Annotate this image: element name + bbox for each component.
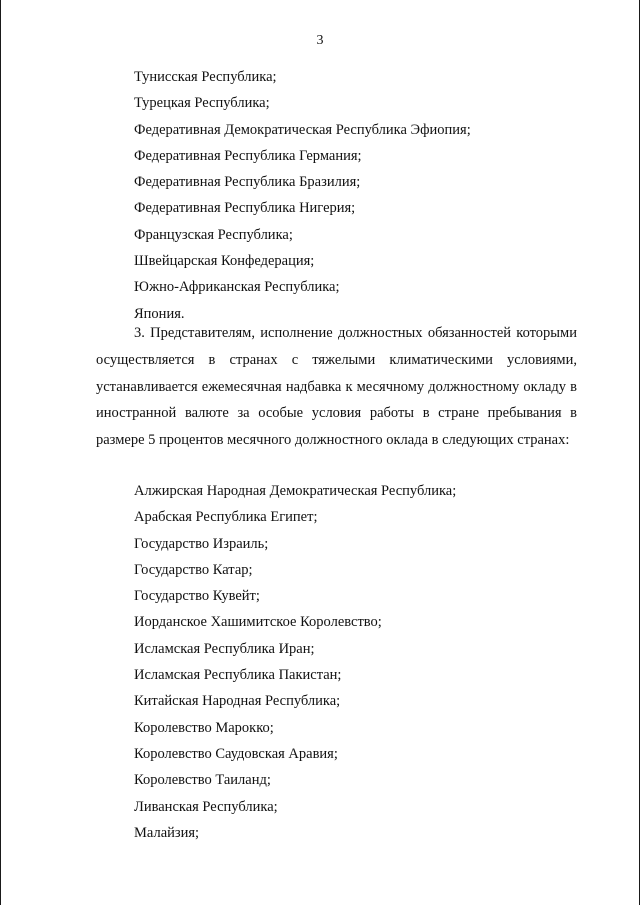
list-item: Федеративная Демократическая Республика Эфиопия; [134,121,471,138]
list-item: Государство Катар; [134,561,253,578]
country-list-5-percent [134,478,456,846]
list-item: Южно-Африканская Республика; [134,279,340,296]
list-item: Китайская Народная Республика; [134,693,341,710]
list-item: Исламская Республика Пакистан; [134,667,342,684]
list-item: Государство Кувейт; [134,588,260,605]
list-item: Швейцарская Конфедерация; [134,253,315,270]
list-item: Королевство Марокко; [134,719,274,736]
list-item: Турецкая Республика; [134,95,270,112]
list-item: Ливанская Республика; [134,798,278,815]
list-item: Алжирская Народная Демократическая Республика; [134,483,457,499]
page-number: 3 [316,33,324,48]
list-item: Королевство Таиланд; [134,772,271,789]
list-item: Французская Республика; [134,226,293,243]
list-item: Малайзия; [134,824,200,841]
list-item: Государство Израиль; [134,535,269,552]
list-item: Федеративная Республика Германия; [134,147,362,164]
list-item: Арабская Республика Египет; [134,509,318,526]
country-list-continued [134,64,471,327]
list-item: Тунисская Республика; [134,69,277,85]
list-item: Королевство Саудовская Аравия; [134,745,338,762]
list-item: Иорданское Хашимитское Королевство; [134,614,382,631]
list-item: Исламская Республика Иран; [134,640,315,657]
list-item: Япония. [134,305,185,322]
list-item: Федеративная Республика Бразилия; [134,174,361,191]
list-item: Федеративная Республика Нигерия; [134,200,356,217]
paragraph-3: 3. Представителям, исполнение должностных обязанностей которыми осуществляется в странах с тяжелыми климатическими условиями, устанавливается ежемесячная надбавка к месячному должностному окладу в иностранной валюте за особые условия работы в стране пребывания в размере 5 процентов месячного должностного оклада в следующих странах: [96,325,577,449]
